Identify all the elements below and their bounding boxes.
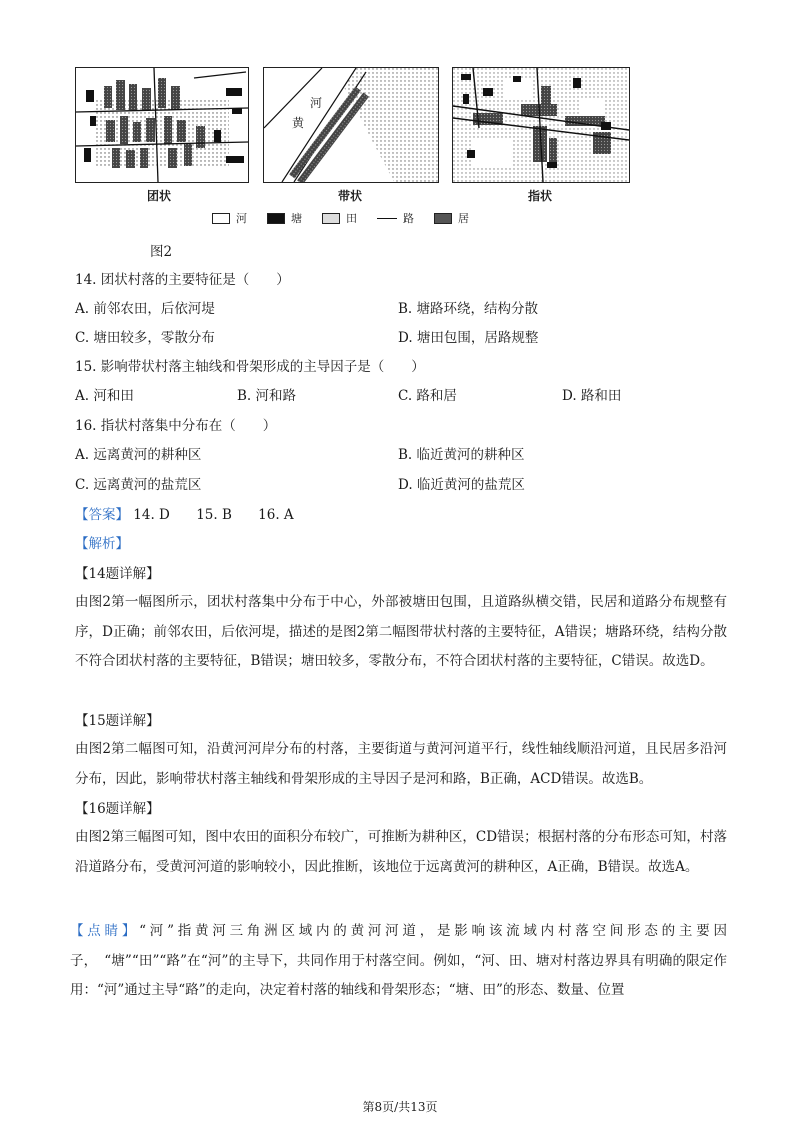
- question-15-option-b: B. 河和路: [237, 388, 297, 404]
- detail-15-text: 由图2第二幅图可知，沿黄河河岸分布的村落，主要街道与黄河河道平行，线性轴线顺沿河道，且民居多沿河分布，因此，影响带状村落主轴线和骨架形成的主导因子是河和路，B正确，ACD错误。故选B。: [75, 741, 727, 787]
- road-line-icon: [377, 218, 397, 219]
- question-15-option-d: D. 路和田: [562, 388, 622, 404]
- river-swatch-icon: [212, 213, 230, 224]
- question-16-option-d: D. 临近黄河的盐荒区: [398, 477, 525, 493]
- caption-finger: 指状: [528, 189, 553, 203]
- detail-16-text: 由图2第三幅图可知，图中农田的面积分布较广，可推断为耕种区，CD错误；根据村落的分布形态可知，村落沿道路分布，受黄河河道的影响较小，因此推断，该地位于远离黄河的耕种区，A正确，B错误。故选A。: [75, 829, 727, 875]
- legend-label-pond: 塘: [291, 212, 302, 225]
- question-14-stem: 14. 团状村落的主要特征是（ ）: [75, 272, 290, 288]
- question-15-stem: 15. 影响带状村落主轴线和骨架形成的主导因子是（ ）: [75, 359, 425, 375]
- map-legend: [212, 210, 469, 226]
- question-16-option-c: C. 远离黄河的盐荒区: [75, 477, 202, 493]
- answer-16: 16. A: [258, 507, 294, 523]
- detail-16-heading: 【16题详解】: [75, 801, 160, 817]
- clustered-village-map: [76, 68, 248, 182]
- answer-row: [75, 506, 294, 524]
- map-panel-clustered: [75, 67, 249, 183]
- residence-swatch-icon: [434, 213, 452, 224]
- field-swatch-icon: [322, 213, 340, 224]
- legend-label-field: 田: [346, 212, 357, 225]
- answer-14: 14. D: [133, 507, 170, 523]
- river-label-2: 河: [310, 96, 323, 110]
- comment-text: “河”指黄河三角洲区域内的黄河河道，是影响该流域内村落空间形态的主要因子， “塘”“田”“路”在“河”的主导下，共同作用于村落空间。例如，“河、田、塘对村落边界具有明确的限定作用：“河”通过主导“路”的走向，决定着村落的轴线和骨架形态；“塘、田”的形态、数量、位置: [70, 923, 727, 998]
- finger-village-map: [453, 68, 629, 182]
- river-label-1: 黄: [292, 116, 305, 130]
- map-panel-finger: [452, 67, 630, 183]
- question-14-option-d: D. 塘田包围，居路规整: [398, 330, 539, 346]
- analysis-label: 【解析】: [75, 536, 129, 552]
- question-16-option-b: B. 临近黄河的耕种区: [398, 447, 525, 463]
- question-14-option-b: B. 塘路环绕，结构分散: [398, 301, 539, 317]
- question-14-option-c: C. 塘田较多，零散分布: [75, 330, 215, 346]
- legend-label-residence: 居: [458, 212, 469, 225]
- pond-swatch-icon: [267, 213, 285, 224]
- answer-label: 【答案】: [75, 507, 129, 523]
- detail-14-text: 由图2第一幅图所示，团状村落集中分布于中心，外部被塘田包围，且道路纵横交错，民居和道路分布规整有序，D正确；前邻农田，后依河堤，描述的是图2第二幅图带状村落的主要特征，A错误；塘路环绕，结构分散不符合团状村落的主要特征，B错误；塘田较多，零散分布，不符合团状村落的主要特征，C错误。故选D。: [75, 594, 727, 669]
- question-16-stem: 16. 指状村落集中分布在（ ）: [75, 418, 277, 434]
- legend-label-road: 路: [403, 212, 414, 225]
- detail-15-heading: 【15题详解】: [75, 713, 160, 729]
- linear-village-map: [264, 68, 438, 182]
- figure-title: 图2: [150, 244, 173, 260]
- comment-block: [70, 917, 727, 1006]
- page-footer: 第8页/共13页: [362, 1100, 438, 1114]
- question-15-option-c: C. 路和居: [398, 388, 457, 404]
- map-panel-linear: [263, 67, 439, 183]
- caption-clustered: 团状: [147, 189, 172, 203]
- caption-linear: 带状: [338, 189, 363, 203]
- comment-label: 【点睛】: [70, 923, 140, 939]
- detail-14-heading: 【14题详解】: [75, 566, 160, 582]
- question-14-option-a: A. 前邻农田，后依河堤: [75, 301, 215, 317]
- answer-15: 15. B: [196, 507, 232, 523]
- question-15-option-a: A. 河和田: [75, 388, 134, 404]
- legend-label-river: 河: [236, 212, 247, 225]
- question-16-option-a: A. 远离黄河的耕种区: [75, 447, 202, 463]
